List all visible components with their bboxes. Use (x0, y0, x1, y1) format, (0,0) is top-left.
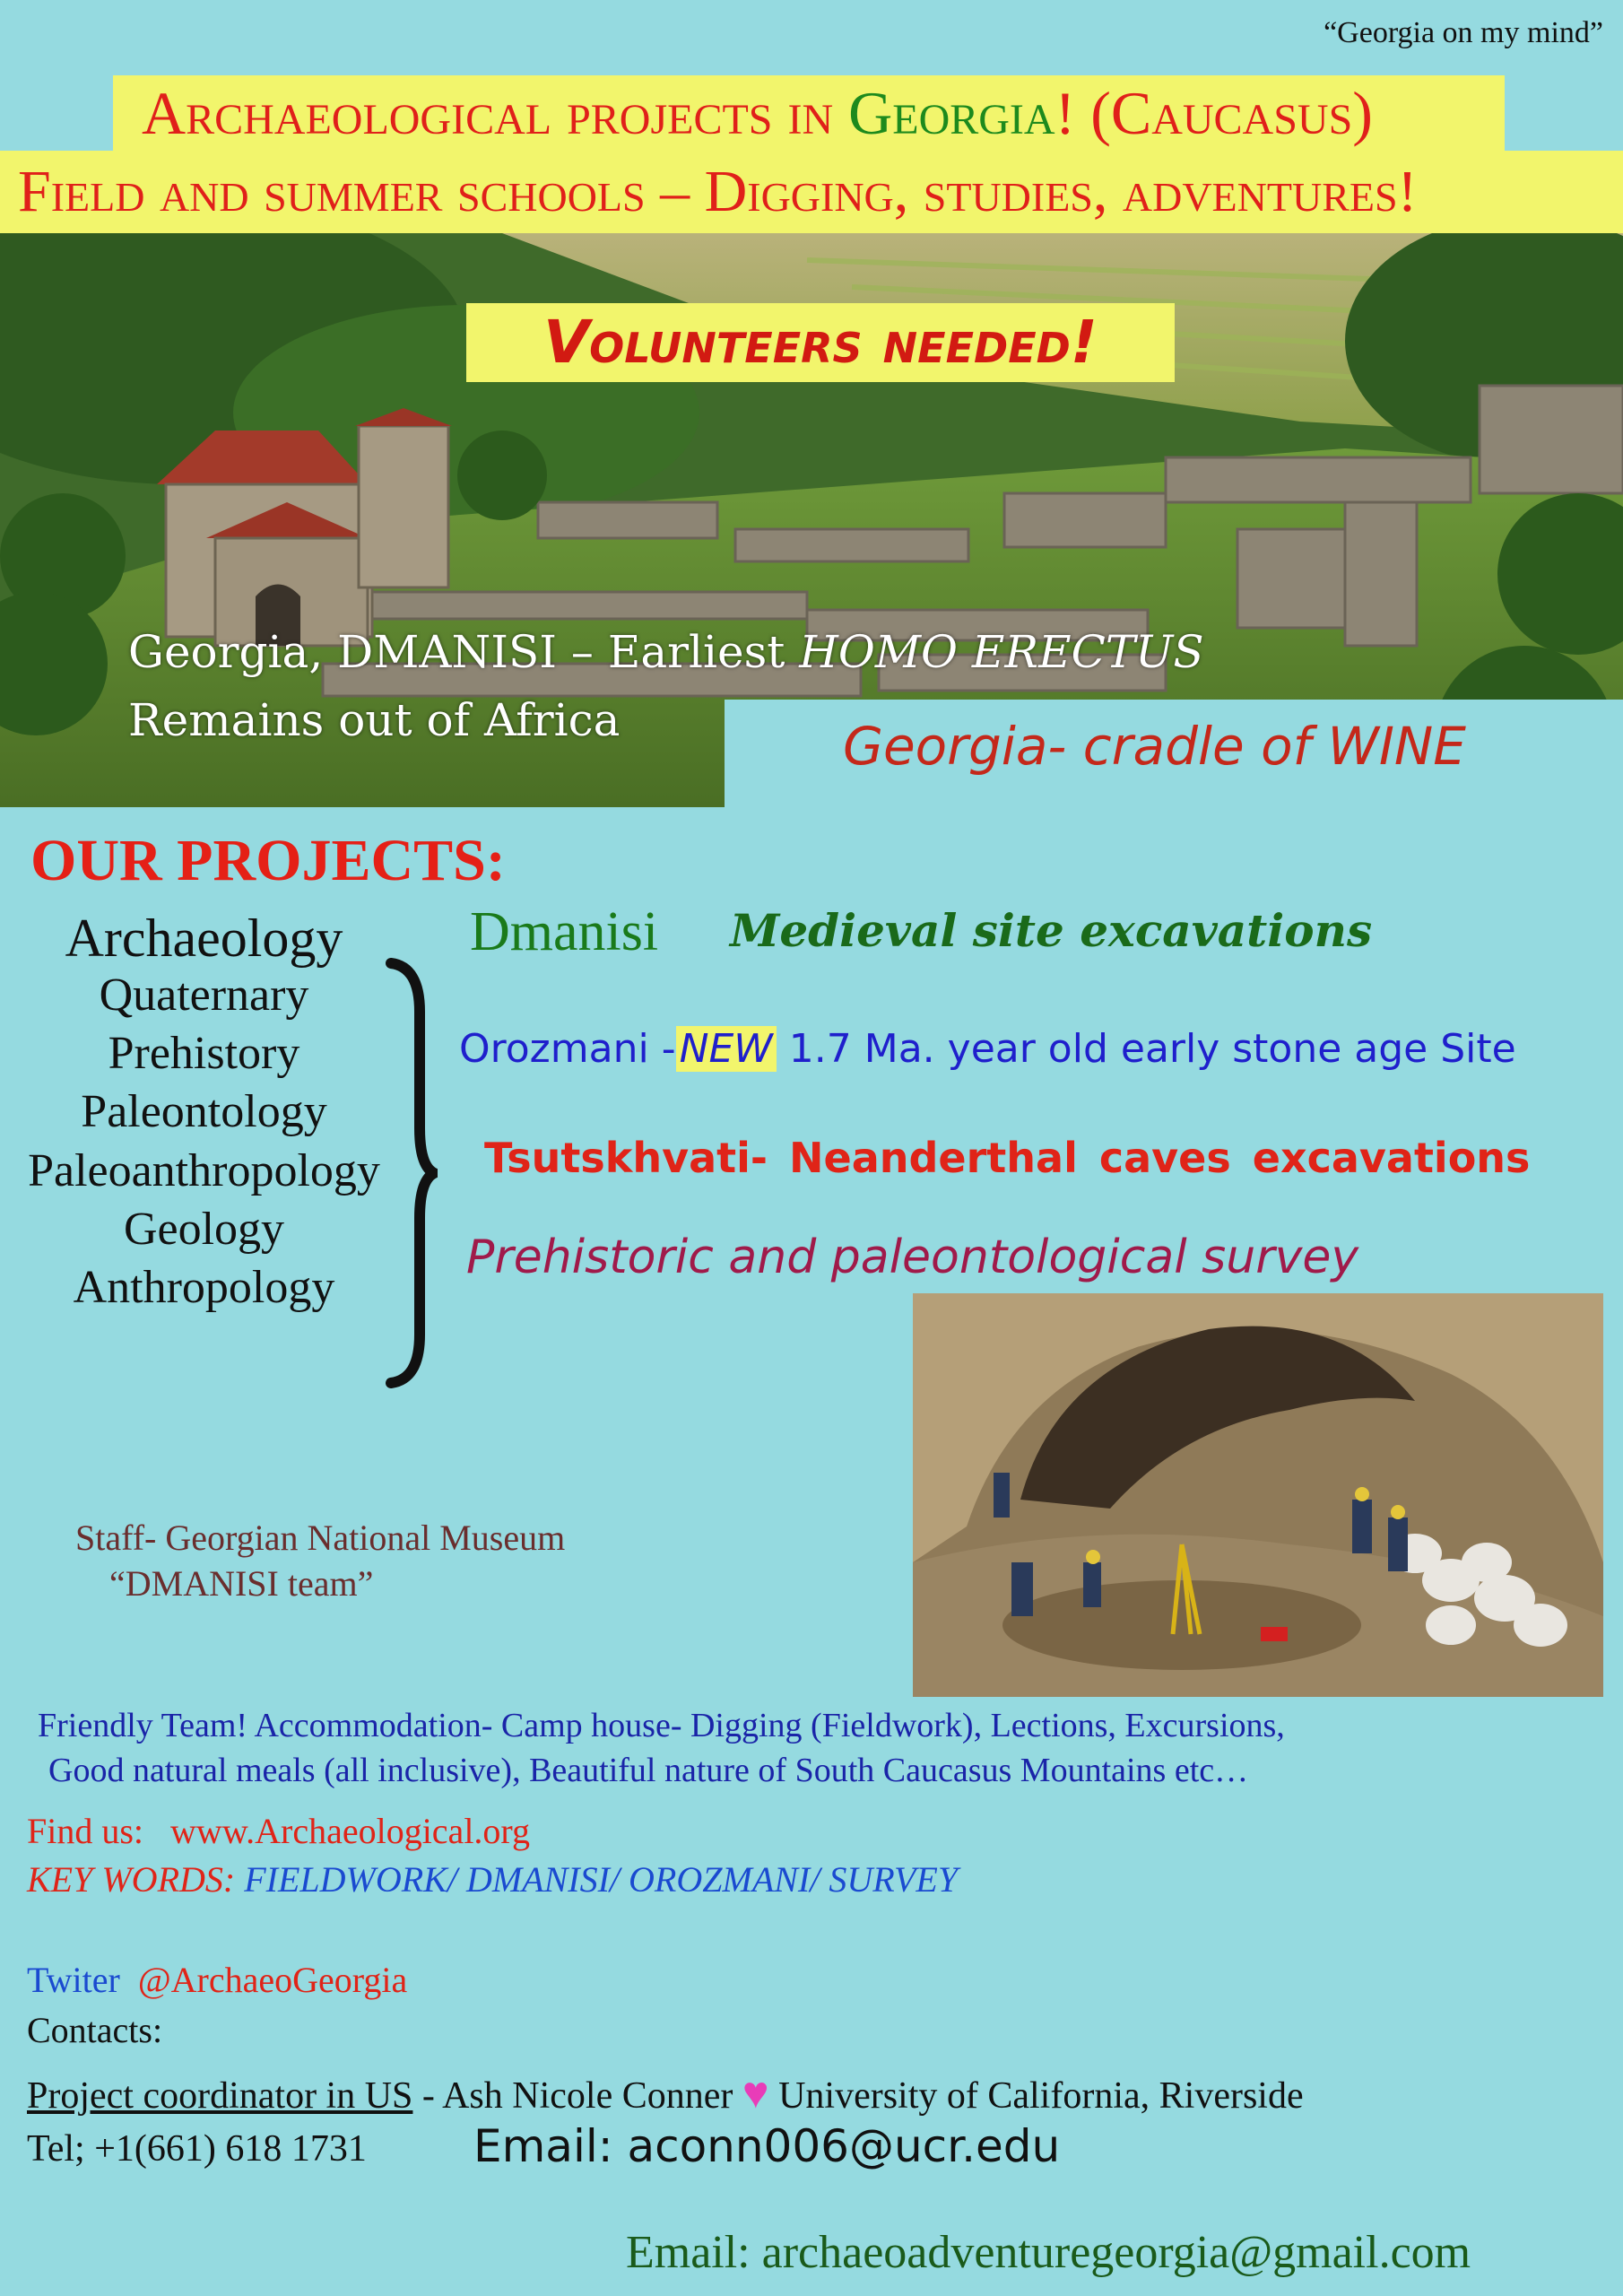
field-archaeology: Archaeology (65, 909, 343, 968)
field-prehistory: Prehistory (108, 1028, 300, 1079)
wine-slogan: Georgia- cradle of WINE (843, 716, 1466, 777)
new-badge: NEW (676, 1026, 777, 1072)
title-line1-pre: Archaeological projects in (142, 79, 849, 147)
coordinator-email[interactable]: Email: aconn006@ucr.edu (473, 2120, 1061, 2172)
keywords-value: FIELDWORK/ DMANISI/ OROZMANI/ SURVEY (235, 1859, 959, 1900)
find-us-row (27, 1810, 530, 1852)
heart-icon: ♥ (742, 2067, 769, 2118)
project-survey: Prehistoric and paleontological survey (466, 1231, 1359, 1284)
hero-caption-line1-text: Georgia, DMANISI – Earliest (128, 626, 800, 678)
team-email[interactable]: Email: archaeoadventuregeorgia@gmail.com (626, 2227, 1471, 2278)
telephone: Tel; +1(661) 618 1731 (27, 2128, 367, 2170)
twitter-row (27, 1959, 407, 2001)
projects-heading: OUR PROJECTS: (30, 828, 506, 893)
orozmani-label: Orozmani - (459, 1026, 676, 1072)
coordinator-org: University of California, Riverside (768, 2075, 1304, 2117)
project-tsutskhvati: Tsutskhvati- Neanderthal caves excavations (484, 1134, 1531, 1182)
project-dmanisi: Dmanisi (470, 901, 659, 962)
staff-line2: “DMANISI team” (109, 1563, 374, 1604)
find-us-label: Find us: (27, 1811, 171, 1851)
project-medieval-site: Medieval site excavations (730, 904, 1373, 957)
field-paleontology: Paleontology (81, 1086, 327, 1137)
title-line1-post: ! (Caucasus) (1055, 79, 1373, 147)
field-paleoanthropology: Paleoanthropology (28, 1145, 380, 1196)
title-line1-georgia: Georgia (848, 79, 1055, 147)
twitter-label: Twiter (27, 1960, 138, 2000)
contacts-heading: Contacts: (27, 2010, 163, 2050)
field-quaternary: Quaternary (99, 970, 309, 1021)
twitter-handle-link[interactable]: @ArchaeoGeorgia (137, 1960, 408, 2000)
amenities-line2: Good natural meals (all inclusive), Beautiful nature of South Caucasus Mountains etc… (48, 1752, 1249, 1789)
coordinator-row (27, 2066, 1304, 2118)
hero-caption-homo-erectus: HOMO ERECTUS (799, 626, 1204, 678)
curly-brace-icon (384, 958, 438, 1392)
volunteers-needed-banner: Volunteers needed! (466, 303, 1175, 382)
orozmani-description: 1.7 Ma. year old early stone age Site (776, 1026, 1516, 1072)
cave-excavation-photo (913, 1293, 1603, 1697)
title-banner-line2: Field and summer schools – Digging, studies, adventures! (0, 151, 1623, 233)
hero-caption-line1 (128, 619, 1204, 685)
amenities-line1: Friendly Team! Accommodation- Camp house- Digging (Fieldwork), Lections, Excursions, (38, 1707, 1285, 1744)
keywords-label: KEY WORDS: (27, 1859, 236, 1900)
tagline-quote: “Georgia on my mind” (1324, 16, 1603, 49)
hero-caption-line2: Remains out of Africa (128, 694, 621, 746)
field-anthropology: Anthropology (73, 1262, 335, 1313)
field-geology: Geology (123, 1204, 285, 1255)
keywords-row (27, 1858, 958, 1900)
coordinator-name: - Ash Nicole Conner (412, 2075, 742, 2117)
title-banner-line1 (113, 75, 1505, 151)
project-orozmani (459, 1026, 1516, 1072)
staff-line1: Staff- Georgian National Museum (75, 1518, 566, 1558)
coordinator-label: Project coordinator in US (27, 2075, 413, 2117)
website-link[interactable]: www.Archaeological.org (170, 1811, 531, 1851)
